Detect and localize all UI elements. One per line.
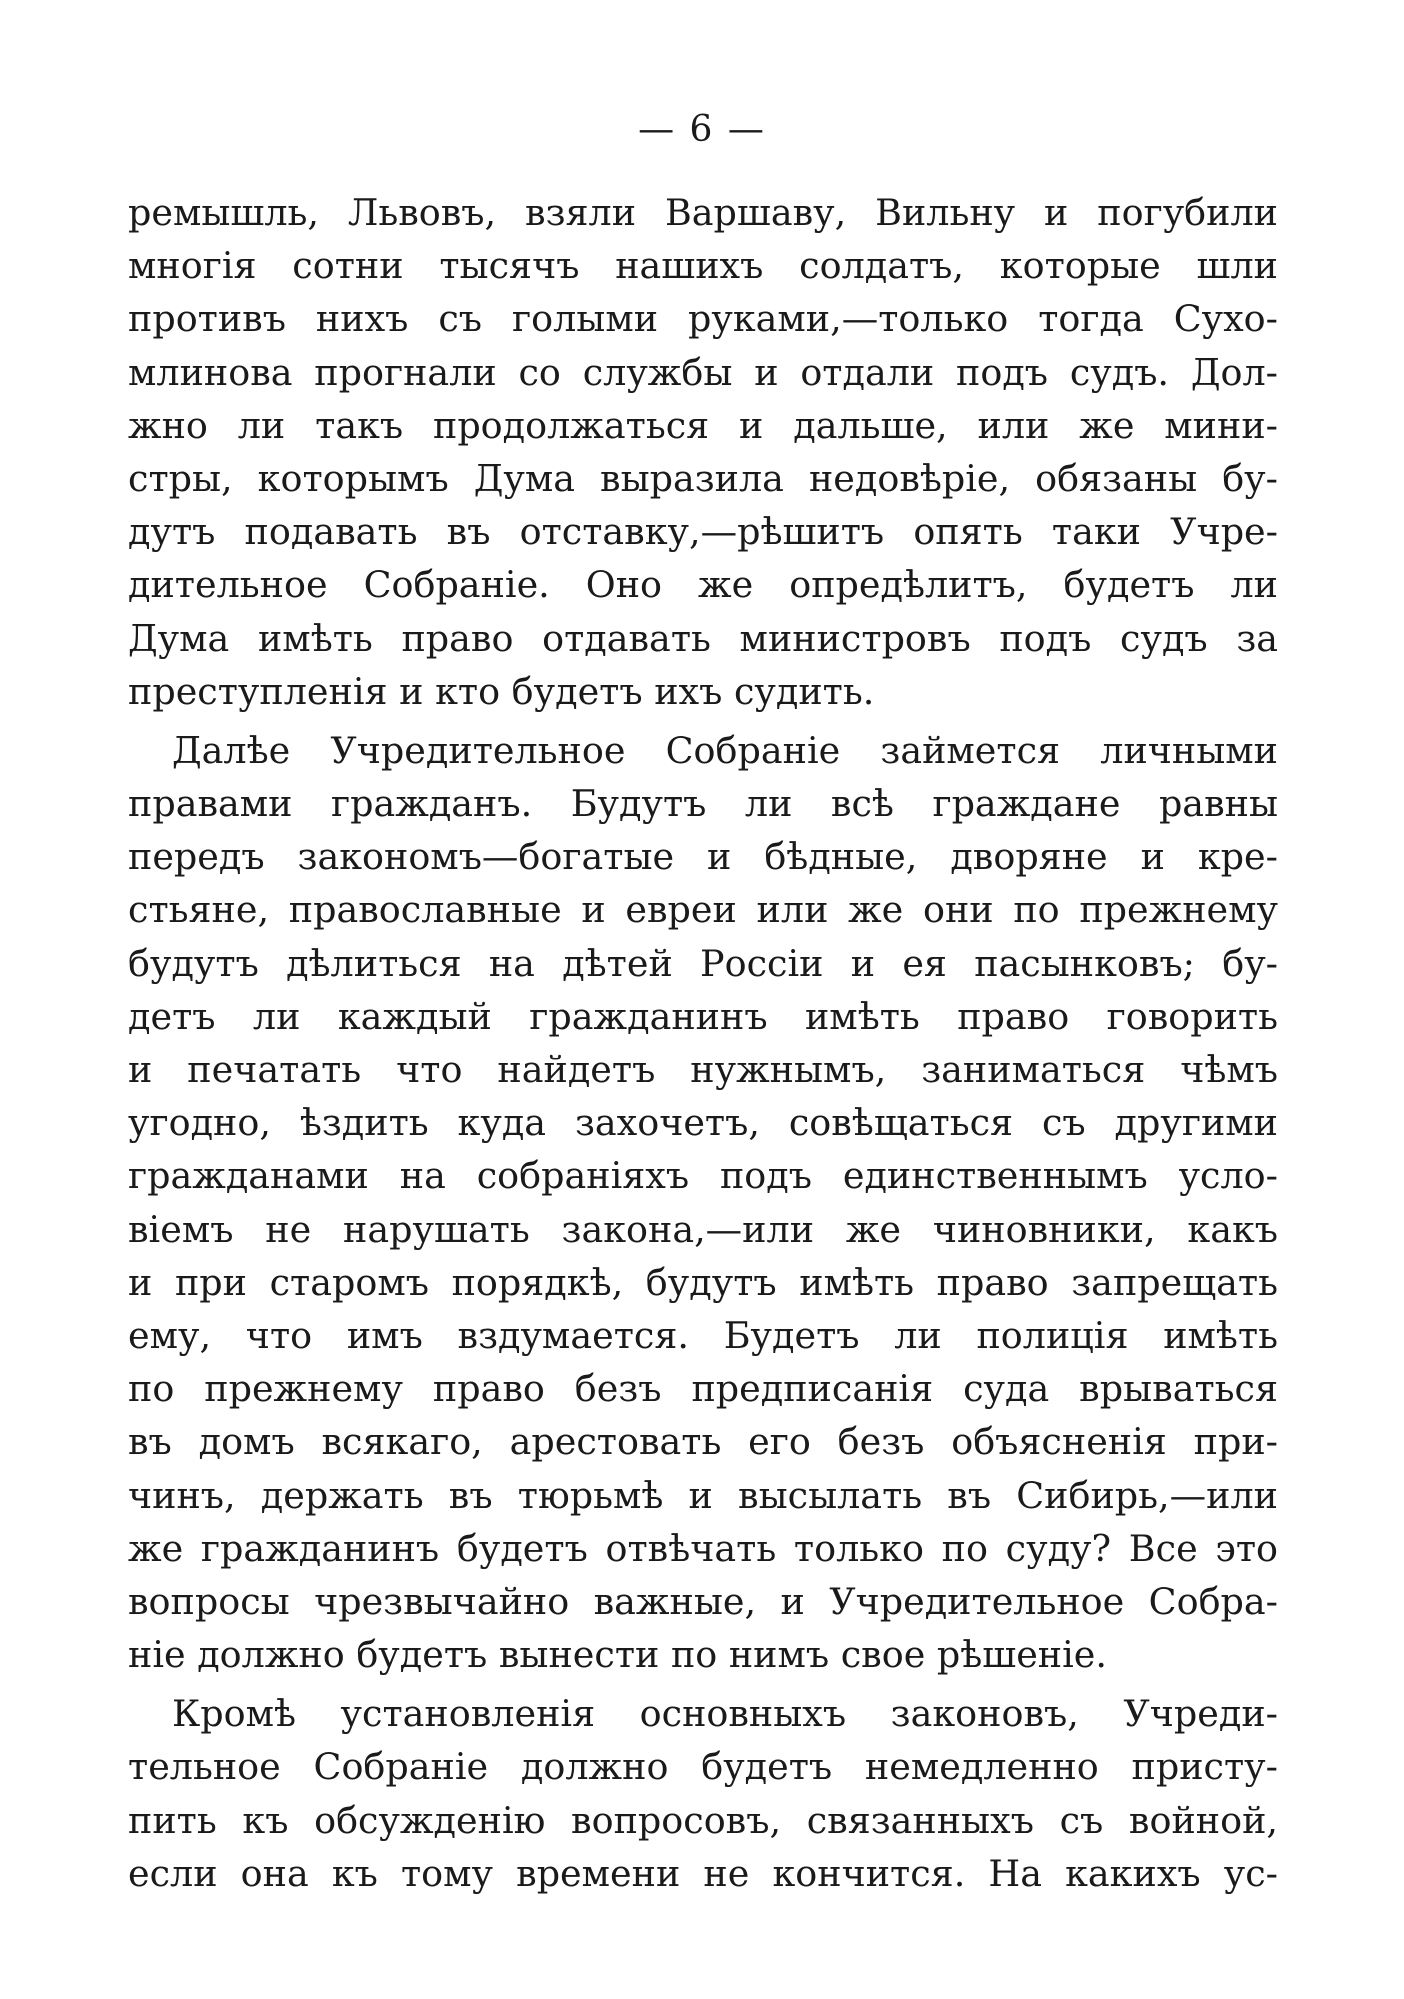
text-line: если она къ тому времени не кончится. На какихъ ус- [128,1851,1278,1895]
text-line: Дума имѣть право отдавать министровъ подъ судъ за [128,616,1278,660]
text-line: преступленія и кто будетъ ихъ судить. [128,669,875,713]
text-line: детъ ли каждый гражданинъ имѣть право говорить [128,994,1278,1038]
text-line: же гражданинъ будетъ отвѣчать только по суду? Все это [128,1526,1278,1570]
text-line: віемъ не нарушать закона,—или же чиновники, какъ [128,1207,1278,1251]
text-line: правами гражданъ. Будутъ ли всѣ граждане равны [128,782,1278,826]
text-line: Кромѣ установленія основныхъ законовъ, Учреди- [172,1692,1278,1736]
text-line: Далѣе Учредительное Собраніе займется личными [172,728,1278,772]
text-line: стры, которымъ Дума выразила недовѣріе, обязаны бу- [128,456,1278,500]
text-line: и печатать что найдетъ нужнымъ, заниматься чѣмъ [128,1048,1278,1091]
text-line: дительное Собраніе. Оно же опредѣлитъ, будетъ ли [128,563,1278,607]
text-line: ему, что имъ вздумается. Будетъ ли полиція имѣть [128,1313,1278,1357]
page-number: — 6 — [638,109,766,150]
text-line: и при старомъ порядкѣ, будутъ имѣть право запрещать [128,1260,1278,1304]
text-line: стьяне, православные и евреи или же они по прежнему [128,888,1278,932]
text-line: чинъ, держать въ тюрьмѣ и высылать въ Сибирь,—или [128,1473,1278,1517]
text-line: по прежнему право безъ предписанія суда врываться [128,1367,1278,1411]
text-line: жно ли такъ продолжаться и дальше, или же мини- [128,403,1278,447]
text-line: тельное Собраніе должно будетъ немедленно присту- [128,1745,1278,1789]
paragraph-2 [128,724,1278,1681]
text-line: въ домъ всякаго, арестовать его безъ объясненія при- [128,1420,1278,1464]
text-line: передъ закономъ—богатые и бѣдные, дворяне и кре- [128,835,1278,879]
text-line: дутъ подавать въ отставку,—рѣшитъ опять таки Учре- [128,510,1278,554]
text-line: угодно, ѣздить куда захочетъ, совѣщаться съ другими [128,1101,1278,1145]
text-line: гражданами на собраніяхъ подъ единственнымъ усло- [128,1154,1278,1198]
text-line: ремышль, Львовъ, взяли Варшаву, Вильну и погубили [128,191,1278,234]
text-line: многія сотни тысячъ нашихъ солдатъ, которые шли [128,244,1278,288]
text-line: пить къ обсужденію вопросовъ, связанныхъ съ войной, [128,1798,1278,1842]
paragraph-3 [128,1687,1278,1900]
text-line: будутъ дѣлиться на дѣтей Россіи и ея пасынковъ; бу- [128,941,1278,985]
text-line: млинова прогнали со службы и отдали подъ судъ. Дол- [128,350,1278,394]
paragraph-1 [128,186,1278,718]
body-text [128,186,1278,1900]
text-line: ніе должно будетъ вынести по нимъ свое рѣшеніе. [128,1633,1108,1677]
text-line: вопросы чрезвычайно важные, и Учредительное Собра- [128,1579,1278,1623]
text-line: противъ нихъ съ голыми руками,—только тогда Сухо- [128,297,1278,341]
